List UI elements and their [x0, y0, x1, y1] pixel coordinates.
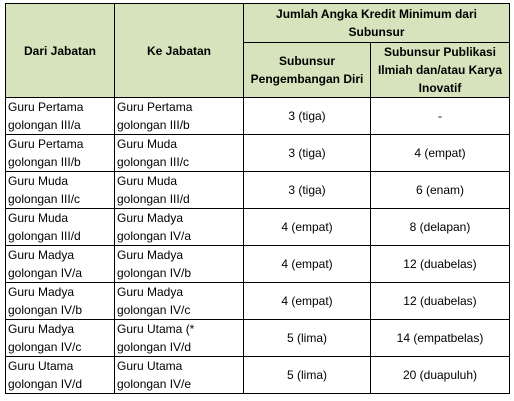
cell-pengembangan: 3 (tiga): [244, 135, 371, 172]
to-grade: golongan IV/b: [117, 266, 192, 280]
cell-from: [6, 320, 115, 357]
to-title: Guru Muda: [117, 174, 178, 188]
to-title: Guru Utama (*: [117, 322, 195, 336]
to-grade: golongan IV/c: [117, 303, 191, 317]
header-from: Dari Jabatan: [6, 4, 115, 98]
from-title: Guru Pertama: [8, 100, 84, 114]
cell-pengembangan: 5 (lima): [244, 320, 371, 357]
from-grade: golongan III/b: [8, 155, 81, 169]
table-row: [6, 357, 510, 394]
cell-to: [115, 209, 244, 246]
cell-pengembangan: 4 (empat): [244, 246, 371, 283]
cell-from: [6, 135, 115, 172]
to-grade: golongan III/d: [117, 192, 190, 206]
cell-from: [6, 246, 115, 283]
to-grade: golongan IV/d: [117, 340, 192, 354]
header-group: Jumlah Angka Kredit Minimum dari Subunsur: [244, 4, 510, 43]
credit-table: [5, 3, 510, 394]
cell-publikasi: 12 (duabelas): [371, 246, 510, 283]
cell-pengembangan: 3 (tiga): [244, 172, 371, 209]
cell-publikasi: 20 (duapuluh): [371, 357, 510, 394]
cell-publikasi: 4 (empat): [371, 135, 510, 172]
from-grade: golongan IV/d: [8, 377, 83, 391]
cell-publikasi: 14 (empatbelas): [371, 320, 510, 357]
table-row: [6, 283, 510, 320]
from-title: Guru Madya: [8, 322, 75, 336]
from-grade: golongan IV/b: [8, 303, 83, 317]
header-row: [6, 4, 510, 43]
cell-from: [6, 283, 115, 320]
cell-pengembangan: 4 (empat): [244, 283, 371, 320]
from-grade: golongan III/d: [8, 229, 81, 243]
cell-to: [115, 357, 244, 394]
to-title: Guru Madya: [117, 248, 184, 262]
from-title: Guru Madya: [8, 285, 75, 299]
from-title: Guru Pertama: [8, 137, 84, 151]
from-title: Guru Muda: [8, 211, 69, 225]
from-grade: golongan III/a: [8, 118, 81, 132]
to-title: Guru Utama: [117, 359, 183, 373]
cell-publikasi: 12 (duabelas): [371, 283, 510, 320]
cell-to: [115, 283, 244, 320]
from-grade: golongan IV/a: [8, 266, 83, 280]
from-grade: golongan III/c: [8, 192, 81, 206]
cell-to: [115, 172, 244, 209]
from-title: Guru Muda: [8, 174, 69, 188]
cell-pengembangan: 4 (empat): [244, 209, 371, 246]
cell-pengembangan: 3 (tiga): [244, 98, 371, 135]
to-grade: golongan III/c: [117, 155, 190, 169]
from-grade: golongan IV/c: [8, 340, 82, 354]
table-row: [6, 98, 510, 135]
cell-to: [115, 135, 244, 172]
table-row: [6, 209, 510, 246]
table-row: [6, 135, 510, 172]
cell-to: [115, 320, 244, 357]
table-row: [6, 172, 510, 209]
from-title: Guru Utama: [8, 359, 74, 373]
cell-pengembangan: 5 (lima): [244, 357, 371, 394]
to-title: Guru Muda: [117, 137, 178, 151]
cell-publikasi: 8 (delapan): [371, 209, 510, 246]
to-title: Guru Madya: [117, 211, 184, 225]
to-grade: golongan IV/e: [117, 377, 192, 391]
to-grade: golongan III/b: [117, 118, 190, 132]
table-row: [6, 246, 510, 283]
cell-to: [115, 246, 244, 283]
cell-from: [6, 209, 115, 246]
to-title: Guru Madya: [117, 285, 184, 299]
header-sub-publikasi: Subunsur Publikasi Ilmiah dan/atau Karya Inovatif: [371, 43, 510, 98]
from-title: Guru Madya: [8, 248, 75, 262]
to-title: Guru Pertama: [117, 100, 193, 114]
cell-from: [6, 172, 115, 209]
cell-publikasi: 6 (enam): [371, 172, 510, 209]
cell-publikasi: -: [371, 98, 510, 135]
cell-from: [6, 98, 115, 135]
header-to: Ke Jabatan: [115, 4, 244, 98]
cell-to: [115, 98, 244, 135]
cell-from: [6, 357, 115, 394]
header-sub-pengembangan: Subunsur Pengembangan Diri: [244, 43, 371, 98]
to-grade: golongan IV/a: [117, 229, 192, 243]
table-row: [6, 320, 510, 357]
